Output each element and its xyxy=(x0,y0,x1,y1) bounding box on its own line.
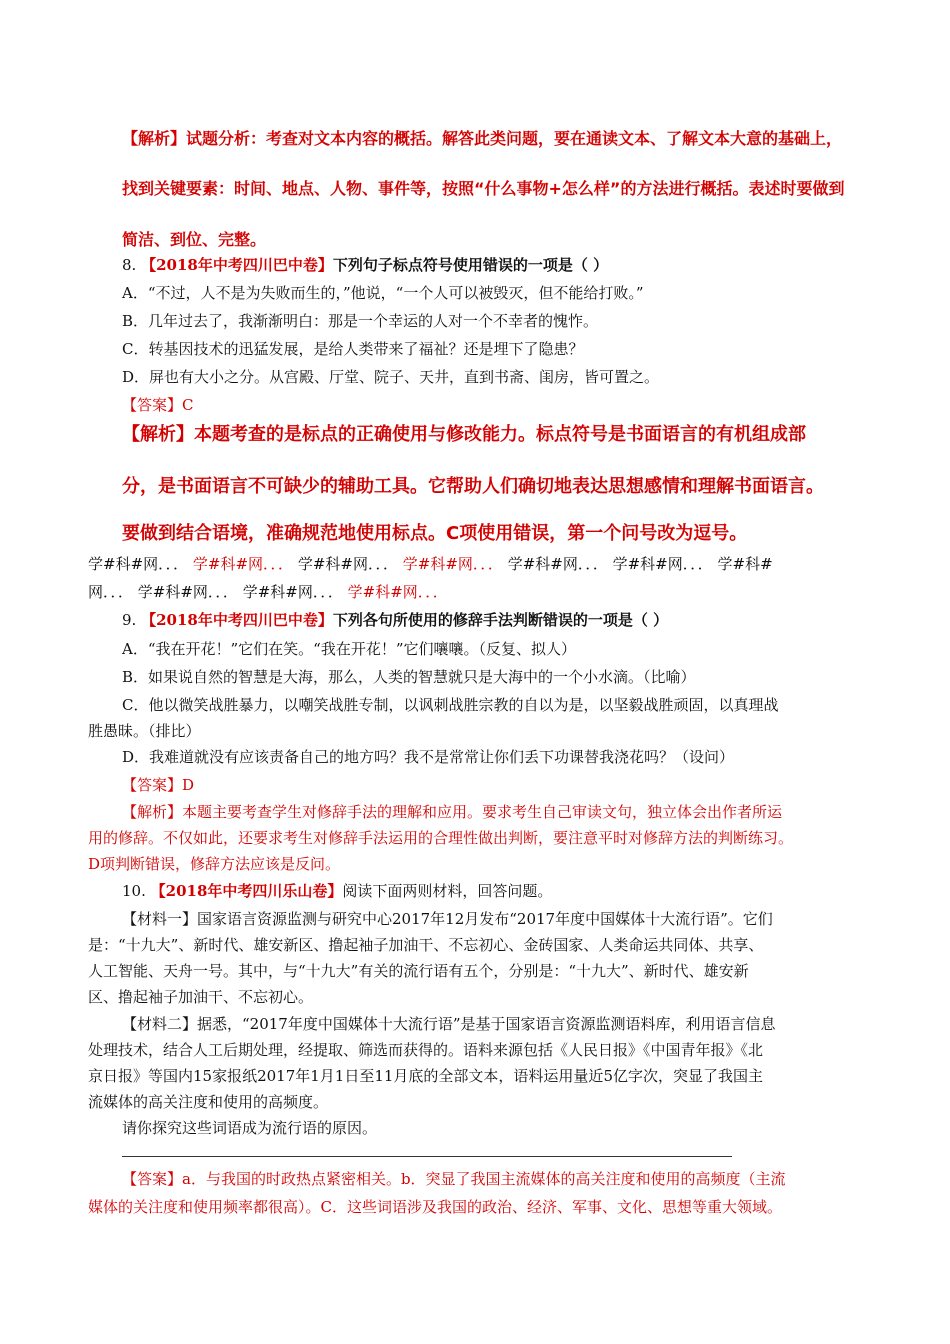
q8-option-a: A．“不过，人不是为失败而生的，”他说，“一个人可以被毁灭，但不能给打败。” xyxy=(122,284,644,302)
q9-analysis-line-2: 用的修辞。不仅如此，还要求考生对修辞手法运用的合理性做出判断，要注意平时对修辞方法的判断练习。 xyxy=(88,829,794,847)
q9-number: 9. xyxy=(122,611,137,629)
q7-analysis-line-1: 【解析】试题分析：考查对文本内容的概括。解答此类问题，要在通读文本、了解文本大意的基础上， xyxy=(122,129,843,148)
q10-material-1-line-2: 是：“十九大”、新时代、雄安新区、撸起袖子加油干、不忘初心、金砖国家、人类命运共同体、共享、 xyxy=(88,936,764,954)
q10-source: 【2018年中考四川乐山卷】 xyxy=(150,882,343,900)
q10-prompt: 请你探究这些词语成为流行语的原因。 xyxy=(122,1119,378,1137)
q8-stem xyxy=(122,254,608,275)
q8-number: 8. xyxy=(122,256,137,274)
watermark-text: 学#科#网．．． xyxy=(612,555,713,573)
q9-option-c-line-1: C．他以微笑战胜暴力，以嘲笑战胜专制，以讽刺战胜宗教的自以为是，以坚毅战胜顽固，以真理战 xyxy=(122,696,779,714)
watermark-line-1 xyxy=(88,553,773,574)
watermark-text: 学#科#网．．． xyxy=(137,583,238,601)
q8-source: 【2018年中考四川巴中卷】 xyxy=(141,256,333,274)
q9-answer: 【答案】D xyxy=(122,776,195,794)
q10-number: 10. xyxy=(122,882,146,900)
watermark-text: 学#科#网．．． xyxy=(242,583,343,601)
q8-option-c: C．转基因技术的迅猛发展，是给人类带来了福祉？还是埋下了隐患？ xyxy=(122,340,584,358)
q8-question: 下列句子标点符号使用错误的一项是（ ） xyxy=(332,256,609,274)
watermark-text: 学#科#网．．． xyxy=(88,555,189,573)
watermark-text: 网．．． xyxy=(88,583,134,601)
q9-option-b: B．如果说自然的智慧是大海，那么，人类的智慧就只是大海中的一个小水滴。（比喻） xyxy=(122,668,696,686)
watermark-text: 学#科#网．．． xyxy=(297,555,398,573)
q10-material-2-line-2: 处理技术，结合人工后期处理，经提取、筛选而获得的。语料来源包括《人民日报》《中国青年报》《北 xyxy=(88,1041,764,1059)
answer-blank-line xyxy=(122,1156,732,1157)
q9-option-d: D．我难道就没有应该责备自己的地方吗？我不是常常让你们丢下功课替我浇花吗？（设问） xyxy=(122,748,735,766)
q9-analysis-line-3: D项判断错误，修辞方法应该是反问。 xyxy=(88,855,341,873)
q10-material-2-line-1: 【材料二】据悉，“2017年度中国媒体十大流行语”是基于国家语言资源监测语料库，利用语言信息 xyxy=(122,1015,776,1033)
q10-answer-line-2: 媒体的关注度和使用频率都很高）。C．这些词语涉及我国的政治、经济、军事、文化、思想等重大领域。 xyxy=(88,1198,782,1216)
q10-material-2-line-3: 京日报》等国内15家报纸2017年1月1日至11月底的全部文本，语料运用量近5亿字次，突显了我国主 xyxy=(88,1067,763,1085)
q9-question: 下列各句所使用的修辞手法判断错误的一项是（ ） xyxy=(332,611,669,629)
q8-analysis-line-2: 分，是书面语言不可缺少的辅助工具。它帮助人们确切地表达思想感情和理解书面语言。 xyxy=(122,476,824,497)
watermark-line-2 xyxy=(88,581,448,602)
q10-stem xyxy=(122,880,552,901)
q8-analysis-line-3: 要做到结合语境，准确规范地使用标点。C项使用错误，第一个问号改为逗号。 xyxy=(122,523,748,544)
q8-option-b: B．几年过去了，我渐渐明白：那是一个幸运的人对一个不幸者的愧怍。 xyxy=(122,312,599,330)
q7-analysis-line-2: 找到关键要素：时间、地点、人物、事件等，按照“什么事物+怎么样”的方法进行概括。表述时要做到 xyxy=(122,179,845,198)
q10-material-1-line-1: 【材料一】国家语言资源监测与研究中心2017年12月发布“2017年度中国媒体十大流行语”。它们 xyxy=(122,910,773,928)
q9-option-c-line-2: 胜愚昧。（排比） xyxy=(88,722,201,740)
q10-answer-line-1: 【答案】a．与我国的时政热点紧密相关。b．突显了我国主流媒体的高关注度和使用的高频度（主流 xyxy=(122,1170,786,1188)
q8-answer: 【答案】C xyxy=(122,396,194,414)
q10-question: 阅读下面两则材料，回答问题。 xyxy=(342,882,553,900)
q10-material-2-line-4: 流媒体的高关注度和使用的高频度。 xyxy=(88,1093,329,1111)
watermark-text: 学#科#网．．． xyxy=(347,583,448,601)
watermark-text: 学#科# xyxy=(717,555,773,573)
watermark-text: 学#科#网．．． xyxy=(507,555,608,573)
q10-material-1-line-4: 区、撸起袖子加油干、不忘初心。 xyxy=(88,988,314,1006)
q8-option-d: D．屏也有大小之分。从宫殿、厅堂、院子、天井，直到书斋、闺房，皆可置之。 xyxy=(122,368,660,386)
watermark-text: 学#科#网．．． xyxy=(192,555,294,573)
q9-stem xyxy=(122,609,668,630)
q10-material-1-line-3: 人工智能、天舟一号。其中，与“十九大”有关的流行语有五个，分别是：“十九大”、新时代、雄安新 xyxy=(88,962,749,980)
q8-analysis-line-1: 【解析】本题考查的是标点的正确使用与修改能力。标点符号是书面语言的有机组成部 xyxy=(122,424,806,445)
q9-option-a: A．“我在开花！”它们在笑。“我在开花！”它们嚷嚷。（反复、拟人） xyxy=(122,640,577,658)
q9-source: 【2018年中考四川巴中卷】 xyxy=(141,611,333,629)
watermark-text: 学#科#网．．． xyxy=(402,555,503,573)
q7-analysis-line-3: 简洁、到位、完整。 xyxy=(122,230,267,249)
q9-analysis-line-1: 【解析】本题主要考查学生对修辞手法的理解和应用。要求考生自己审读文句，独立体会出作者所运 xyxy=(122,803,783,821)
